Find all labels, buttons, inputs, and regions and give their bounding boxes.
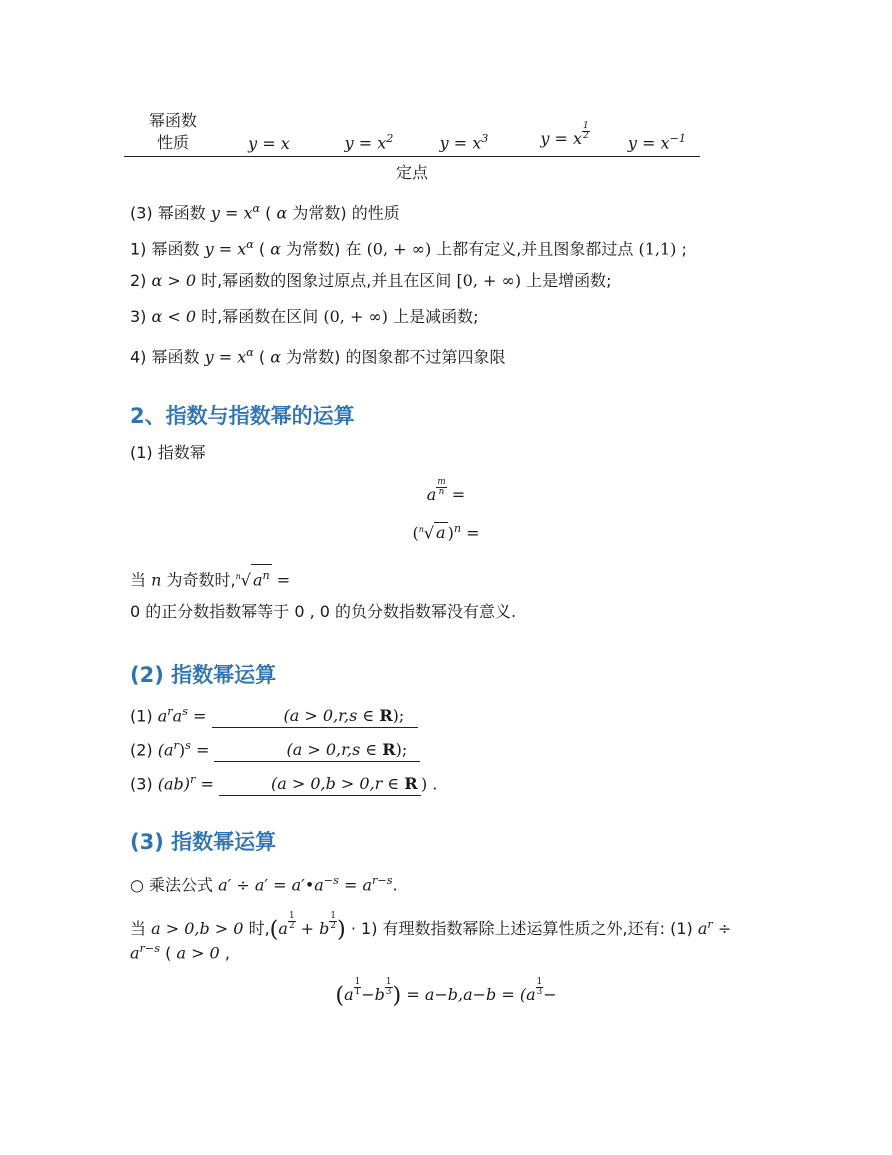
odd-equals: = [271, 570, 291, 590]
eq2-radicand: a [436, 523, 446, 543]
multiplication-formula-line [130, 870, 398, 896]
l3c: , [219, 943, 230, 963]
l2b: 时, [243, 919, 270, 939]
r1-s: s [182, 705, 188, 718]
l2-ar: a [697, 919, 708, 939]
l3-exp: r−s [139, 942, 161, 955]
l4-e1d: 1 [354, 986, 361, 997]
prop-line-2 [130, 270, 612, 292]
r1-label: (1) [130, 706, 158, 726]
row-header-line1: 幂函数 [148, 111, 197, 130]
eq2-root-index: n [418, 525, 424, 534]
l2-open-paren: ( [269, 916, 279, 943]
p2a: 时,幂函数的图象过原点,并且在区间 [196, 271, 457, 290]
eq2-equals: = [461, 523, 480, 543]
l4-e2d: 3 [385, 986, 392, 997]
eq1-equals: = [446, 485, 466, 505]
p4a: 4) 幂函数 [130, 347, 205, 367]
p3a: 时,幂函数在区间 [196, 307, 324, 326]
p0-alpha: α [276, 203, 288, 223]
condition-line [130, 912, 731, 941]
r3-cond: (a > 0,b > 0,r ∈ [270, 774, 405, 794]
l2-e1-den: 2 [288, 920, 295, 931]
l4-tail: − [543, 985, 557, 1005]
p1d: 上都有定义,并且图象都过点 [431, 239, 639, 259]
section-heading-power-ops-3: (3) 指数幂运算 [130, 830, 277, 854]
p1-yx: y = x [204, 239, 247, 259]
l3b: ( [160, 943, 177, 963]
col4-den: 2 [583, 130, 589, 141]
col-y-eq-x-inv [614, 132, 700, 152]
odd-radical: √ [240, 570, 251, 590]
p3b: 上是减函数; [388, 307, 479, 326]
odd-a: 当 [130, 570, 152, 590]
row-label: 定点 [395, 163, 428, 182]
l4-e2n: 1 [385, 977, 392, 987]
rule-2 [130, 735, 420, 762]
p2b: 上是增函数; [521, 271, 612, 290]
l4-e3n: 1 [536, 977, 543, 987]
p2-cond: α > 0 [151, 271, 197, 290]
odd-root-a: a [252, 570, 263, 590]
prop-line-4 [130, 342, 505, 368]
r1-tail: ); [392, 706, 405, 726]
l2-a1: a [278, 919, 288, 939]
l2c: · 1) 有理数指数幂除上述运算性质之外,还有: (1) [345, 919, 698, 939]
l2-e2-num: 1 [330, 911, 337, 921]
odd-n-line [130, 564, 290, 591]
col1-text: y = x [248, 134, 290, 153]
equation-nth-root-power [0, 522, 892, 542]
eq2-open-paren: ( [412, 523, 419, 543]
col4-base: y = x [540, 129, 583, 149]
odd-radicand [251, 564, 272, 591]
p1-alpha: α [270, 239, 282, 259]
l4-close-paren: ) [392, 982, 402, 1009]
col3-base: y = x [439, 133, 482, 153]
r3-eq: = [195, 774, 219, 794]
p0a: (3) 幂函数 [130, 203, 211, 223]
r2-R: R [382, 740, 396, 760]
odd-root-index: n [235, 572, 241, 581]
l4-e3d: 3 [536, 986, 543, 997]
r1-eq: = [187, 706, 212, 726]
eq1-den: n [438, 486, 445, 497]
r2-answer-blank[interactable] [214, 739, 420, 762]
p3-cond: α < 0 [151, 307, 197, 326]
r2-eq: = [190, 740, 215, 760]
l4-rest: = a−b,a−b = (a [401, 985, 536, 1005]
eq2-close-paren: ) [447, 523, 454, 543]
odd-b: 为奇数时, [161, 570, 236, 590]
l2-exp1 [288, 912, 296, 931]
r2-s: s [185, 739, 191, 752]
l4-a: a [344, 985, 354, 1005]
l1-math: a′ ÷ a′ = a′•a [218, 875, 324, 895]
table-row-header [138, 110, 208, 154]
p0-alpha-exp: α [252, 202, 261, 215]
eq1-exp-fraction [436, 478, 446, 497]
r1-answer-blank[interactable] [212, 705, 418, 728]
l4-minus-b: −b [361, 985, 385, 1005]
zero-power-line: 0 的正分数指数幂等于 0 , 0 的负分数指数幂没有意义. [130, 602, 517, 621]
r3-label: (3) [130, 774, 158, 794]
l1a: ○ 乘法公式 [130, 875, 219, 895]
r1-a: a [157, 706, 168, 726]
r2-close: ) [178, 740, 186, 760]
l2-r: r [707, 917, 713, 931]
r3-r: r [190, 773, 196, 786]
l2-close-paren: ) [337, 916, 346, 943]
col3-exp: 3 [481, 132, 489, 145]
col4-exp-fraction [582, 122, 590, 141]
l2a: 当 [130, 919, 152, 939]
l1-exp2: r−s [372, 874, 393, 887]
l2-div: ÷ [712, 919, 732, 939]
rule-3 [130, 769, 437, 796]
p4-alpha-exp: α [246, 346, 254, 359]
p1e: ; [676, 239, 687, 259]
col4-num: 1 [583, 121, 589, 131]
p1-interval: (0, + ∞) [366, 239, 432, 259]
p1c: 为常数) 在 [281, 239, 367, 259]
odd-root-exp: n [262, 569, 270, 582]
l2-exp2 [329, 912, 337, 931]
rule-1 [130, 701, 418, 728]
r2-tail: ); [395, 740, 408, 760]
p0c: 为常数) 的性质 [287, 203, 400, 223]
subsection-exponent-power: (1) 指数幂 [130, 443, 206, 462]
r2-label: (2) [130, 740, 158, 760]
prop-line-1 [130, 234, 687, 260]
p1a: 1) 幂函数 [130, 239, 205, 259]
p4-alpha: α [270, 347, 282, 367]
eq2-radical: √ [423, 523, 435, 543]
p0b: ( [260, 203, 277, 223]
r3-answer-blank[interactable] [219, 773, 421, 796]
col-y-eq-x2 [329, 132, 409, 152]
prop-line-3 [130, 306, 478, 328]
l1-tail: . [392, 875, 398, 895]
p2-interval: [0, + ∞) [456, 271, 522, 290]
col2-base: y = x [344, 133, 387, 153]
l3a: a [130, 943, 140, 963]
l2-e2-den: 2 [330, 920, 337, 931]
p3-interval: (0, + ∞) [323, 307, 388, 326]
odd-n: n [151, 570, 162, 590]
p0-yx: y = x [210, 203, 253, 223]
section-heading-power-ops-2: (2) 指数幂运算 [130, 663, 277, 687]
p3-prefix: 3) [130, 307, 152, 326]
col-y-eq-x3 [424, 132, 504, 152]
l2-cond: a > 0,b > 0 [151, 919, 244, 939]
r1-b: a [172, 706, 183, 726]
p4c: 为常数) 的图象都不过第四象限 [281, 347, 506, 367]
r2-r: r [173, 739, 179, 752]
r1-r: r [167, 705, 173, 718]
r1-cond: (a > 0,r,s ∈ [283, 706, 380, 726]
p4b: ( [253, 347, 271, 367]
col5-base: y = x [627, 133, 670, 153]
r2-cond: (a > 0,r,s ∈ [286, 740, 383, 760]
continuation-line [130, 938, 230, 964]
eq2-exp: n [453, 522, 462, 535]
eq1-base: a [426, 485, 437, 505]
l1-exp1: −s [323, 874, 339, 887]
power-function-table-header [124, 108, 700, 157]
difference-equation [0, 978, 892, 1009]
table-row-fixed-point [124, 160, 700, 183]
l1-eq: = a [338, 875, 373, 895]
l2-plus-b: + b [295, 919, 330, 939]
l4-open-paren: ( [335, 982, 345, 1009]
r3-R: R [404, 774, 418, 794]
l2-e1-num: 1 [288, 911, 295, 921]
p1-point: (1,1) [638, 239, 677, 259]
p1-alpha-exp: α [246, 238, 254, 251]
p1b: ( [253, 239, 271, 259]
prop-line-0 [130, 198, 400, 224]
r3-expr: (ab) [157, 774, 191, 794]
eq1-num: m [437, 477, 446, 487]
col-y-eq-x-half [522, 122, 608, 148]
section-heading-exponent-ops: 2、指数与指数幂的运算 [130, 404, 355, 428]
l4-exp2 [385, 978, 393, 997]
l4-e1n: 1 [354, 977, 361, 987]
p2-prefix: 2) [130, 271, 152, 290]
equation-a-m-over-n [0, 478, 892, 504]
p4-yx: y = x [204, 347, 247, 367]
r3-tail: ) . [420, 774, 438, 794]
r2-open: (a [157, 740, 174, 760]
r1-R: R [379, 706, 393, 726]
col2-exp: 2 [386, 132, 394, 145]
col5-exp: −1 [669, 132, 687, 145]
col-y-eq-x [234, 134, 304, 153]
l3-cond: a > 0 [176, 943, 220, 963]
row-header-line2: 性质 [156, 133, 189, 152]
